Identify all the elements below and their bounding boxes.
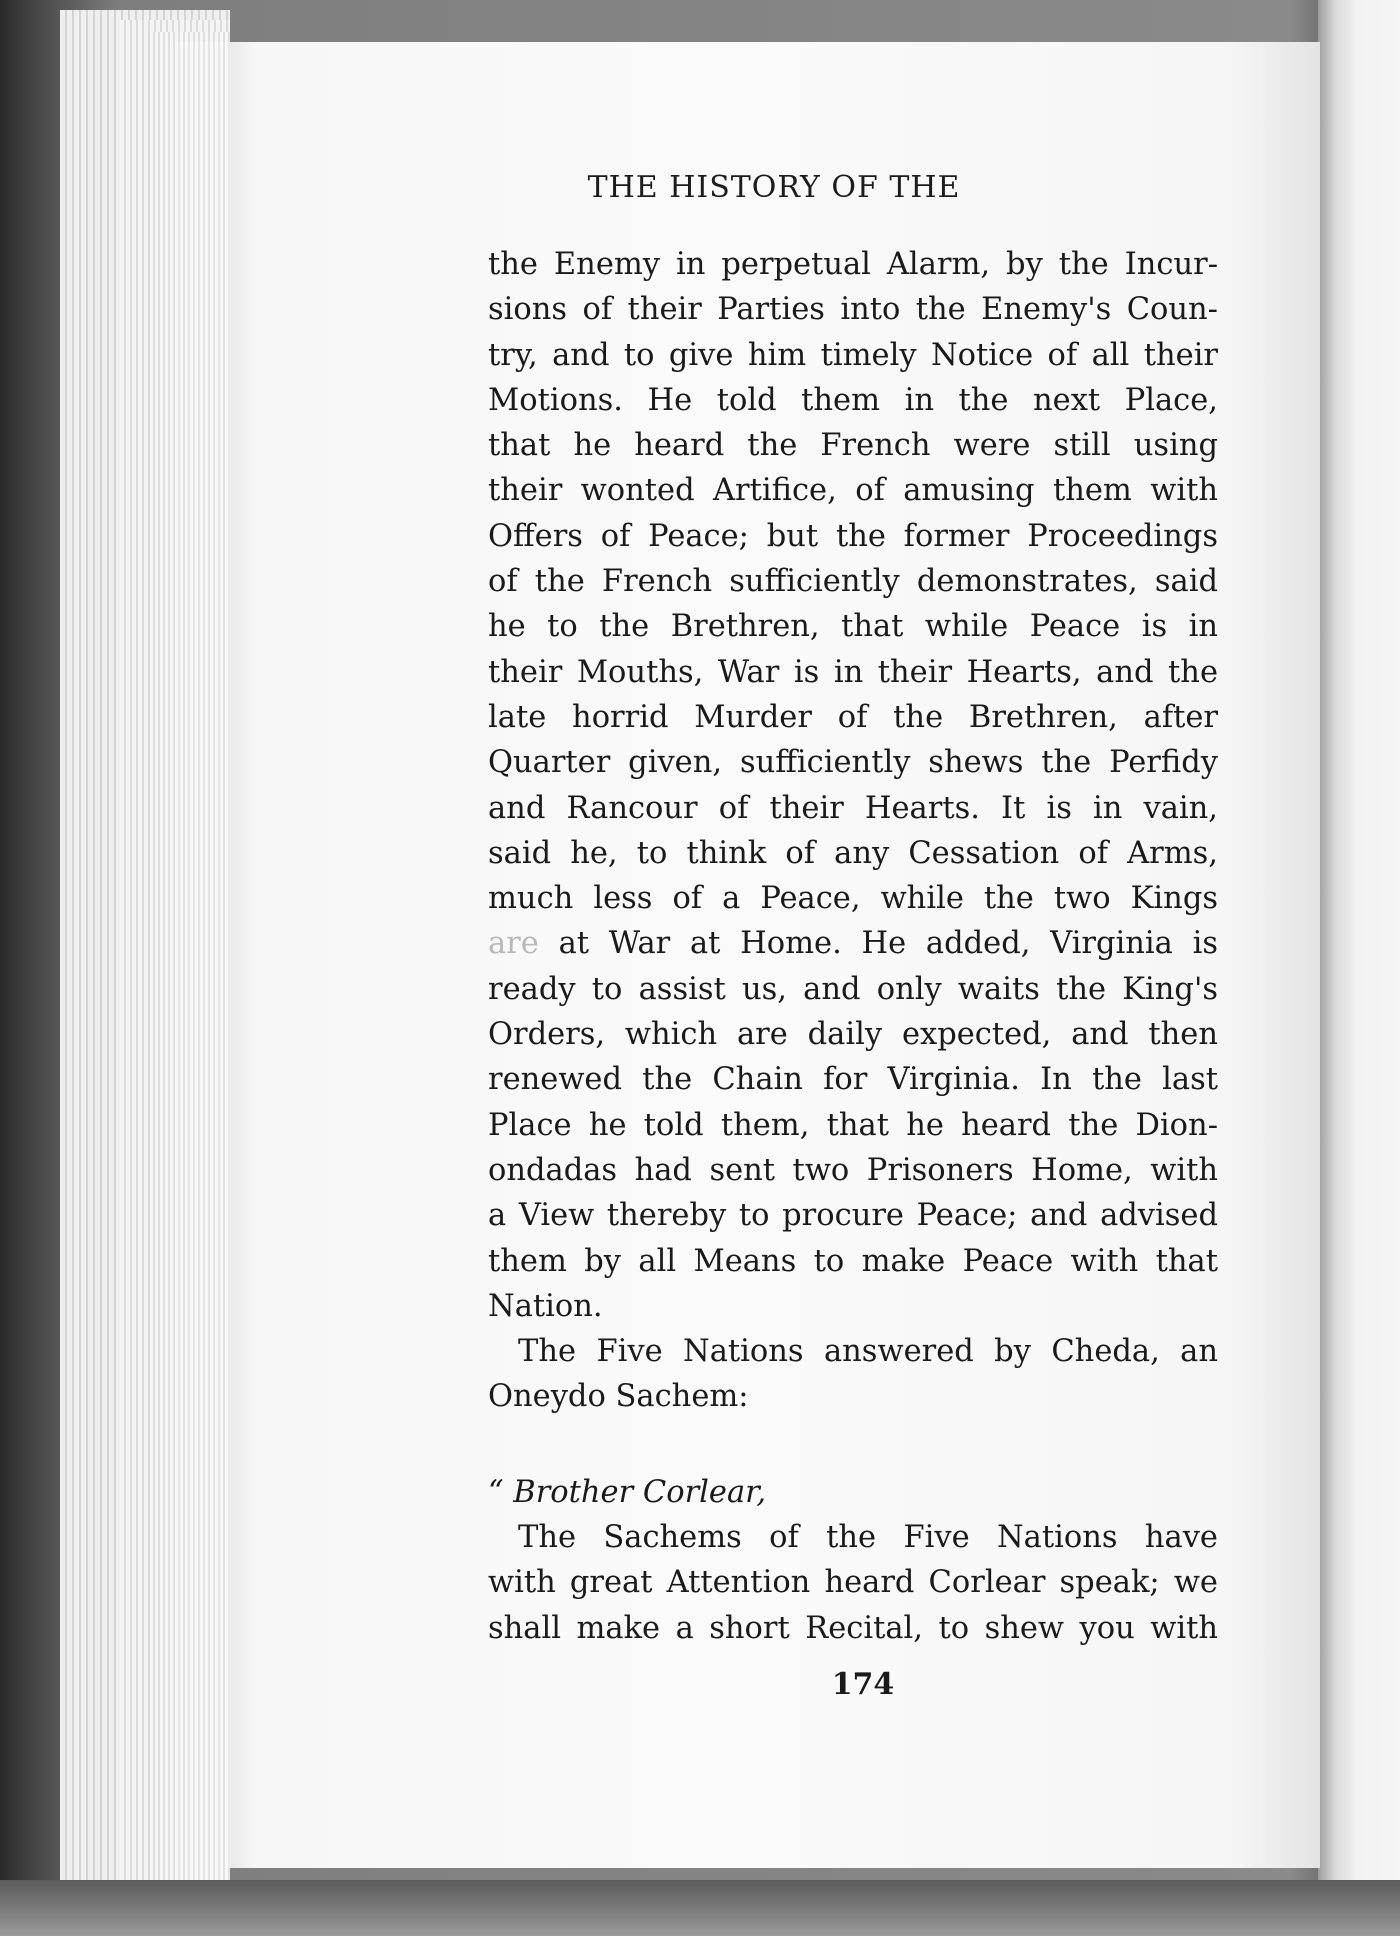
- text-line: a View thereby to procure Peace; and advised: [488, 1198, 1218, 1234]
- text-line: sions of their Parties into the Enemy's Coun-: [488, 292, 1218, 328]
- body-text: [488, 242, 1218, 1651]
- text-line: The Sachems of the Five Nations have: [518, 1520, 1218, 1556]
- text-line: their wonted Artifice, of amusing them with: [488, 473, 1218, 509]
- text-line: late horrid Murder of the Brethren, after: [488, 699, 1218, 735]
- text-line: the Enemy in perpetual Alarm, by the Incur-: [488, 247, 1218, 282]
- text-line: renewed the Chain for Virginia. In the last: [488, 1062, 1218, 1098]
- text-line: try, and to give him timely Notice of all their: [488, 337, 1218, 373]
- text-line: Orders, which are daily expected, and then: [488, 1017, 1218, 1053]
- text-line: Oneydo Sachem:: [488, 1379, 749, 1415]
- text-line: ready to assist us, and only waits the King's: [488, 971, 1218, 1007]
- text-line-rest: at War at Home. He added, Virginia is: [538, 926, 1218, 962]
- text-line: that he heard the French were still using: [488, 428, 1218, 464]
- text-line: and Rancour of their Hearts. It is in vain,: [488, 790, 1218, 826]
- text-line-with-faded-word: [488, 921, 1218, 966]
- text-line: of the French sufficiently demonstrates, said: [488, 564, 1218, 600]
- text-line: them by all Means to make Peace with that: [488, 1243, 1218, 1279]
- text-line: Quarter given, sufficiently shews the Perfidy: [488, 745, 1218, 781]
- text-line: he to the Brethren, that while Peace is in: [488, 609, 1218, 645]
- text-line: with great Attention heard Corlear speak; we: [488, 1565, 1218, 1601]
- text-line: much less of a Peace, while the two Kings: [488, 881, 1218, 917]
- faded-word: are: [488, 926, 539, 962]
- text-line: Motions. He told them in the next Place,: [488, 382, 1218, 418]
- text-line: Offers of Peace; but the former Proceedings: [488, 518, 1218, 554]
- bottom-edge: [0, 1880, 1400, 1936]
- text-line: ondadas had sent two Prisoners Home, with: [488, 1152, 1218, 1188]
- paragraph-end-line: Nation.: [488, 1288, 603, 1324]
- text-line: The Five Nations answered by Cheda, an: [518, 1334, 1218, 1370]
- page-edges-inner-3: [175, 42, 230, 1922]
- text-line: their Mouths, War is in their Hearts, and the: [488, 654, 1218, 690]
- salutation: “ Brother Corlear,: [488, 1474, 767, 1510]
- text-line: shall make a short Recital, to shew you with: [488, 1610, 1218, 1646]
- running-head: THE HISTORY OF THE: [587, 170, 961, 205]
- text-line: Place he told them, that he heard the Dion-: [488, 1107, 1218, 1143]
- text-line: said he, to think of any Cessation of Arms,: [488, 835, 1218, 871]
- facing-page-edge: [1318, 0, 1400, 1880]
- page-number: 174: [831, 1667, 895, 1702]
